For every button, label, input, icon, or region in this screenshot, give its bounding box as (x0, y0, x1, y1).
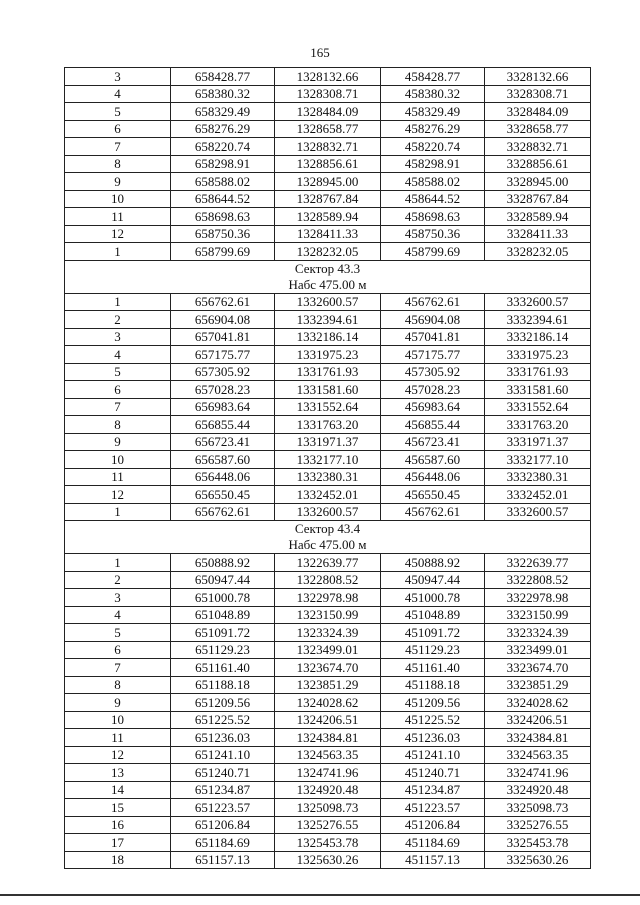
x2-coordinate-cell: 451241.10 (381, 746, 485, 764)
y1-coordinate-cell: 1323324.39 (275, 624, 381, 642)
x1-coordinate-cell: 651206.84 (171, 816, 275, 834)
y2-coordinate-cell: 3324920.48 (485, 781, 591, 799)
y2-coordinate-cell: 3332177.10 (485, 451, 591, 469)
x2-coordinate-cell: 451206.84 (381, 816, 485, 834)
point-number-cell: 8 (65, 676, 171, 694)
table-row (65, 468, 591, 486)
y1-coordinate-cell: 1332600.57 (275, 503, 381, 521)
y2-coordinate-cell: 3324384.81 (485, 729, 591, 747)
y1-coordinate-cell: 1323851.29 (275, 676, 381, 694)
x1-coordinate-cell: 656448.06 (171, 468, 275, 486)
y1-coordinate-cell: 1332177.10 (275, 451, 381, 469)
y2-coordinate-cell: 3328767.84 (485, 190, 591, 208)
point-number-cell: 9 (65, 433, 171, 451)
table-row (65, 606, 591, 624)
sector-header-row (65, 260, 591, 293)
table-row (65, 433, 591, 451)
table-row (65, 486, 591, 504)
y2-coordinate-cell: 3328232.05 (485, 243, 591, 261)
point-number-cell: 7 (65, 398, 171, 416)
y2-coordinate-cell: 3324741.96 (485, 764, 591, 782)
y2-coordinate-cell: 3331552.64 (485, 398, 591, 416)
table-row (65, 451, 591, 469)
y1-coordinate-cell: 1331581.60 (275, 381, 381, 399)
x1-coordinate-cell: 658298.91 (171, 155, 275, 173)
x1-coordinate-cell: 658329.49 (171, 103, 275, 121)
page-number: 165 (310, 45, 330, 60)
table-row (65, 363, 591, 381)
point-number-cell: 6 (65, 120, 171, 138)
point-number-cell: 12 (65, 486, 171, 504)
y2-coordinate-cell: 3328832.71 (485, 138, 591, 156)
x2-coordinate-cell: 451225.52 (381, 711, 485, 729)
y2-coordinate-cell: 3328658.77 (485, 120, 591, 138)
table-row (65, 694, 591, 712)
y1-coordinate-cell: 1323150.99 (275, 606, 381, 624)
y2-coordinate-cell: 3325098.73 (485, 799, 591, 817)
y2-coordinate-cell: 3332600.57 (485, 503, 591, 521)
x2-coordinate-cell: 451184.69 (381, 834, 485, 852)
x1-coordinate-cell: 658220.74 (171, 138, 275, 156)
y1-coordinate-cell: 1328589.94 (275, 208, 381, 226)
y1-coordinate-cell: 1331763.20 (275, 416, 381, 434)
table-row (65, 120, 591, 138)
table-row (65, 225, 591, 243)
point-number-cell: 11 (65, 468, 171, 486)
y2-coordinate-cell: 3331975.23 (485, 346, 591, 364)
x1-coordinate-cell: 651236.03 (171, 729, 275, 747)
point-number-cell: 9 (65, 694, 171, 712)
x2-coordinate-cell: 456448.06 (381, 468, 485, 486)
y1-coordinate-cell: 1324563.35 (275, 746, 381, 764)
x1-coordinate-cell: 651129.23 (171, 641, 275, 659)
x1-coordinate-cell: 656550.45 (171, 486, 275, 504)
point-number-cell: 15 (65, 799, 171, 817)
point-number-cell: 2 (65, 311, 171, 329)
y2-coordinate-cell: 3328484.09 (485, 103, 591, 121)
table-row (65, 68, 591, 86)
y1-coordinate-cell: 1328232.05 (275, 243, 381, 261)
x1-coordinate-cell: 656723.41 (171, 433, 275, 451)
y1-coordinate-cell: 1332380.31 (275, 468, 381, 486)
y1-coordinate-cell: 1325276.55 (275, 816, 381, 834)
table-row (65, 851, 591, 869)
x2-coordinate-cell: 456762.61 (381, 293, 485, 311)
x2-coordinate-cell: 458329.49 (381, 103, 485, 121)
x1-coordinate-cell: 658428.77 (171, 68, 275, 86)
x2-coordinate-cell: 451091.72 (381, 624, 485, 642)
table-row (65, 346, 591, 364)
y1-coordinate-cell: 1324028.62 (275, 694, 381, 712)
point-number-cell: 9 (65, 173, 171, 191)
x2-coordinate-cell: 451188.18 (381, 676, 485, 694)
table-row (65, 659, 591, 677)
y1-coordinate-cell: 1332600.57 (275, 293, 381, 311)
sector-header-cell (65, 521, 591, 554)
y2-coordinate-cell: 3332600.57 (485, 293, 591, 311)
table-row (65, 624, 591, 642)
table-row (65, 764, 591, 782)
x1-coordinate-cell: 651188.18 (171, 676, 275, 694)
y1-coordinate-cell: 1331971.37 (275, 433, 381, 451)
x2-coordinate-cell: 458588.02 (381, 173, 485, 191)
table-row (65, 589, 591, 607)
y2-coordinate-cell: 3331761.93 (485, 363, 591, 381)
point-number-cell: 10 (65, 711, 171, 729)
x1-coordinate-cell: 658750.36 (171, 225, 275, 243)
x2-coordinate-cell: 451000.78 (381, 589, 485, 607)
x1-coordinate-cell: 651241.10 (171, 746, 275, 764)
point-number-cell: 3 (65, 68, 171, 86)
y2-coordinate-cell: 3328411.33 (485, 225, 591, 243)
x2-coordinate-cell: 456587.60 (381, 451, 485, 469)
x2-coordinate-cell: 451209.56 (381, 694, 485, 712)
x1-coordinate-cell: 657305.92 (171, 363, 275, 381)
y1-coordinate-cell: 1328856.61 (275, 155, 381, 173)
point-number-cell: 4 (65, 606, 171, 624)
table-row (65, 799, 591, 817)
x2-coordinate-cell: 458750.36 (381, 225, 485, 243)
x2-coordinate-cell: 451161.40 (381, 659, 485, 677)
sector-height: Набс 475.00 м (288, 537, 367, 552)
y2-coordinate-cell: 3331581.60 (485, 381, 591, 399)
y1-coordinate-cell: 1324920.48 (275, 781, 381, 799)
y2-coordinate-cell: 3332380.31 (485, 468, 591, 486)
y1-coordinate-cell: 1328132.66 (275, 68, 381, 86)
x1-coordinate-cell: 651000.78 (171, 589, 275, 607)
y2-coordinate-cell: 3323499.01 (485, 641, 591, 659)
point-number-cell: 5 (65, 624, 171, 642)
y2-coordinate-cell: 3332452.01 (485, 486, 591, 504)
x2-coordinate-cell: 458644.52 (381, 190, 485, 208)
sector-height: Набс 475.00 м (288, 276, 367, 292)
y1-coordinate-cell: 1325630.26 (275, 851, 381, 869)
point-number-cell: 1 (65, 554, 171, 572)
point-number-cell: 17 (65, 834, 171, 852)
table-row (65, 834, 591, 852)
x2-coordinate-cell: 456550.45 (381, 486, 485, 504)
x1-coordinate-cell: 651157.13 (171, 851, 275, 869)
y2-coordinate-cell: 3332394.61 (485, 311, 591, 329)
table-row (65, 729, 591, 747)
x1-coordinate-cell: 656855.44 (171, 416, 275, 434)
table-row (65, 155, 591, 173)
y1-coordinate-cell: 1332452.01 (275, 486, 381, 504)
x1-coordinate-cell: 657041.81 (171, 328, 275, 346)
y1-coordinate-cell: 1328658.77 (275, 120, 381, 138)
point-number-cell: 1 (65, 503, 171, 521)
x2-coordinate-cell: 451236.03 (381, 729, 485, 747)
x2-coordinate-cell: 458276.29 (381, 120, 485, 138)
table-row (65, 173, 591, 191)
y1-coordinate-cell: 1323499.01 (275, 641, 381, 659)
y2-coordinate-cell: 3323150.99 (485, 606, 591, 624)
point-number-cell: 7 (65, 138, 171, 156)
table-row (65, 190, 591, 208)
table-row (65, 311, 591, 329)
sector-title: Сектор 43.4 (294, 521, 361, 536)
point-number-cell: 1 (65, 293, 171, 311)
y1-coordinate-cell: 1328411.33 (275, 225, 381, 243)
sector-header-cell (65, 260, 591, 293)
table-row (65, 243, 591, 261)
table-row (65, 676, 591, 694)
coordinates-table-body (65, 68, 591, 869)
x1-coordinate-cell: 651091.72 (171, 624, 275, 642)
point-number-cell: 5 (65, 363, 171, 381)
x1-coordinate-cell: 657175.77 (171, 346, 275, 364)
point-number-cell: 5 (65, 103, 171, 121)
x2-coordinate-cell: 457305.92 (381, 363, 485, 381)
x1-coordinate-cell: 658276.29 (171, 120, 275, 138)
y2-coordinate-cell: 3328856.61 (485, 155, 591, 173)
table-row (65, 554, 591, 572)
table-row (65, 208, 591, 226)
x2-coordinate-cell: 458220.74 (381, 138, 485, 156)
table-row (65, 398, 591, 416)
point-number-cell: 10 (65, 451, 171, 469)
y1-coordinate-cell: 1322978.98 (275, 589, 381, 607)
point-number-cell: 8 (65, 155, 171, 173)
x2-coordinate-cell: 456723.41 (381, 433, 485, 451)
y2-coordinate-cell: 3328945.00 (485, 173, 591, 191)
x2-coordinate-cell: 451240.71 (381, 764, 485, 782)
y2-coordinate-cell: 3331971.37 (485, 433, 591, 451)
x2-coordinate-cell: 457041.81 (381, 328, 485, 346)
x1-coordinate-cell: 658644.52 (171, 190, 275, 208)
x1-coordinate-cell: 658588.02 (171, 173, 275, 191)
x1-coordinate-cell: 651209.56 (171, 694, 275, 712)
point-number-cell: 16 (65, 816, 171, 834)
point-number-cell: 14 (65, 781, 171, 799)
y2-coordinate-cell: 3328589.94 (485, 208, 591, 226)
y2-coordinate-cell: 3322978.98 (485, 589, 591, 607)
x1-coordinate-cell: 658380.32 (171, 85, 275, 103)
point-number-cell: 6 (65, 381, 171, 399)
point-number-cell: 12 (65, 746, 171, 764)
point-number-cell: 4 (65, 85, 171, 103)
y1-coordinate-cell: 1328945.00 (275, 173, 381, 191)
x1-coordinate-cell: 651048.89 (171, 606, 275, 624)
table-row (65, 711, 591, 729)
table-row (65, 641, 591, 659)
point-number-cell: 2 (65, 571, 171, 589)
x2-coordinate-cell: 456904.08 (381, 311, 485, 329)
y2-coordinate-cell: 3323674.70 (485, 659, 591, 677)
x2-coordinate-cell: 458428.77 (381, 68, 485, 86)
x2-coordinate-cell: 458380.32 (381, 85, 485, 103)
y1-coordinate-cell: 1324384.81 (275, 729, 381, 747)
table-row (65, 571, 591, 589)
x2-coordinate-cell: 456983.64 (381, 398, 485, 416)
point-number-cell: 11 (65, 729, 171, 747)
x1-coordinate-cell: 658698.63 (171, 208, 275, 226)
point-number-cell: 10 (65, 190, 171, 208)
table-row (65, 328, 591, 346)
y1-coordinate-cell: 1328484.09 (275, 103, 381, 121)
y1-coordinate-cell: 1328308.71 (275, 85, 381, 103)
x2-coordinate-cell: 458298.91 (381, 155, 485, 173)
x1-coordinate-cell: 651184.69 (171, 834, 275, 852)
point-number-cell: 12 (65, 225, 171, 243)
x2-coordinate-cell: 451129.23 (381, 641, 485, 659)
y1-coordinate-cell: 1322639.77 (275, 554, 381, 572)
x2-coordinate-cell: 450888.92 (381, 554, 485, 572)
x2-coordinate-cell: 458698.63 (381, 208, 485, 226)
y1-coordinate-cell: 1328832.71 (275, 138, 381, 156)
y2-coordinate-cell: 3328308.71 (485, 85, 591, 103)
y2-coordinate-cell: 3324206.51 (485, 711, 591, 729)
table-row (65, 138, 591, 156)
point-number-cell: 13 (65, 764, 171, 782)
point-number-cell: 11 (65, 208, 171, 226)
y1-coordinate-cell: 1322808.52 (275, 571, 381, 589)
table-row (65, 816, 591, 834)
point-number-cell: 18 (65, 851, 171, 869)
x1-coordinate-cell: 656762.61 (171, 503, 275, 521)
x1-coordinate-cell: 650888.92 (171, 554, 275, 572)
x1-coordinate-cell: 651225.52 (171, 711, 275, 729)
sector-title: Сектор 43.3 (294, 260, 361, 276)
y2-coordinate-cell: 3324028.62 (485, 694, 591, 712)
y1-coordinate-cell: 1323674.70 (275, 659, 381, 677)
sector-header-row (65, 521, 591, 554)
x2-coordinate-cell: 458799.69 (381, 243, 485, 261)
table-row (65, 746, 591, 764)
y2-coordinate-cell: 3323324.39 (485, 624, 591, 642)
table-row (65, 781, 591, 799)
y1-coordinate-cell: 1324206.51 (275, 711, 381, 729)
y2-coordinate-cell: 3322639.77 (485, 554, 591, 572)
point-number-cell: 8 (65, 416, 171, 434)
x1-coordinate-cell: 656587.60 (171, 451, 275, 469)
y1-coordinate-cell: 1325453.78 (275, 834, 381, 852)
table-row (65, 293, 591, 311)
y2-coordinate-cell: 3325453.78 (485, 834, 591, 852)
y2-coordinate-cell: 3324563.35 (485, 746, 591, 764)
y1-coordinate-cell: 1332186.14 (275, 328, 381, 346)
point-number-cell: 1 (65, 243, 171, 261)
x1-coordinate-cell: 658799.69 (171, 243, 275, 261)
x1-coordinate-cell: 650947.44 (171, 571, 275, 589)
y2-coordinate-cell: 3328132.66 (485, 68, 591, 86)
y2-coordinate-cell: 3323851.29 (485, 676, 591, 694)
x1-coordinate-cell: 657028.23 (171, 381, 275, 399)
x2-coordinate-cell: 456762.61 (381, 503, 485, 521)
x2-coordinate-cell: 451157.13 (381, 851, 485, 869)
point-number-cell: 7 (65, 659, 171, 677)
y1-coordinate-cell: 1331761.93 (275, 363, 381, 381)
y2-coordinate-cell: 3322808.52 (485, 571, 591, 589)
x1-coordinate-cell: 656762.61 (171, 293, 275, 311)
table-row (65, 503, 591, 521)
y2-coordinate-cell: 3331763.20 (485, 416, 591, 434)
y1-coordinate-cell: 1325098.73 (275, 799, 381, 817)
x2-coordinate-cell: 451223.57 (381, 799, 485, 817)
x1-coordinate-cell: 656983.64 (171, 398, 275, 416)
y1-coordinate-cell: 1331552.64 (275, 398, 381, 416)
x2-coordinate-cell: 450947.44 (381, 571, 485, 589)
table-row (65, 381, 591, 399)
point-number-cell: 3 (65, 589, 171, 607)
y1-coordinate-cell: 1332394.61 (275, 311, 381, 329)
table-row (65, 85, 591, 103)
point-number-cell: 6 (65, 641, 171, 659)
x1-coordinate-cell: 651240.71 (171, 764, 275, 782)
y1-coordinate-cell: 1324741.96 (275, 764, 381, 782)
x1-coordinate-cell: 651223.57 (171, 799, 275, 817)
x2-coordinate-cell: 451234.87 (381, 781, 485, 799)
x2-coordinate-cell: 456855.44 (381, 416, 485, 434)
y1-coordinate-cell: 1331975.23 (275, 346, 381, 364)
x1-coordinate-cell: 656904.08 (171, 311, 275, 329)
coordinates-table (64, 67, 591, 869)
point-number-cell: 3 (65, 328, 171, 346)
table-row (65, 103, 591, 121)
page-bottom-rule (0, 894, 640, 896)
y2-coordinate-cell: 3332186.14 (485, 328, 591, 346)
x2-coordinate-cell: 457028.23 (381, 381, 485, 399)
y2-coordinate-cell: 3325276.55 (485, 816, 591, 834)
table-row (65, 416, 591, 434)
point-number-cell: 4 (65, 346, 171, 364)
y1-coordinate-cell: 1328767.84 (275, 190, 381, 208)
x1-coordinate-cell: 651161.40 (171, 659, 275, 677)
x1-coordinate-cell: 651234.87 (171, 781, 275, 799)
y2-coordinate-cell: 3325630.26 (485, 851, 591, 869)
x2-coordinate-cell: 457175.77 (381, 346, 485, 364)
x2-coordinate-cell: 451048.89 (381, 606, 485, 624)
